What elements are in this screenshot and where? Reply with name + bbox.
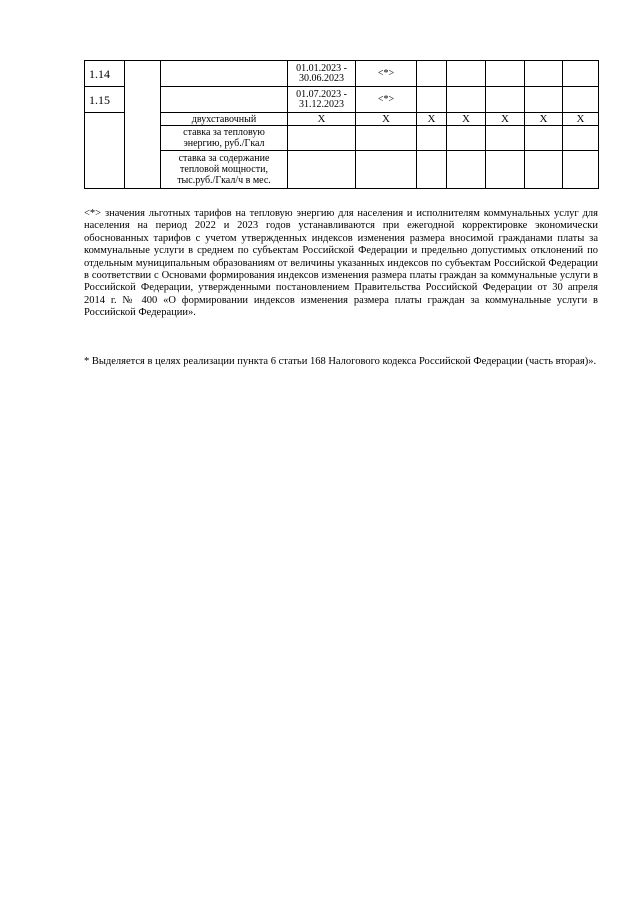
row-number: 1.14: [85, 61, 125, 87]
period-end: 30.06.2023: [299, 72, 344, 84]
table-row: [85, 61, 599, 87]
table-row: [85, 151, 599, 189]
period-start: 01.07.2023 -: [296, 88, 347, 100]
row-number: 1.15: [85, 87, 125, 113]
empty-cell: [161, 61, 288, 87]
empty-cell: [85, 113, 125, 189]
empty-cell: [447, 151, 486, 189]
period-cell: [288, 87, 356, 113]
empty-cell: [525, 87, 563, 113]
empty-cell: [486, 126, 525, 151]
capacity-rate-line: ставка за содержание: [178, 153, 270, 164]
empty-cell: [563, 151, 599, 189]
empty-cell: [563, 87, 599, 113]
empty-cell: [356, 151, 417, 189]
mark-cell: <*>: [356, 87, 417, 113]
energy-rate-line: энергию, руб./Гкал: [183, 138, 265, 149]
empty-cell: [447, 126, 486, 151]
empty-cell: [288, 126, 356, 151]
capacity-rate-line: тепловой мощности,: [180, 164, 268, 175]
x-mark: X: [447, 113, 486, 126]
empty-cell: [525, 126, 563, 151]
footnote-tax-code: [84, 356, 598, 368]
x-mark: X: [356, 113, 417, 126]
empty-cell: [417, 87, 447, 113]
empty-cell: [288, 151, 356, 189]
empty-cell: [486, 61, 525, 87]
empty-cell: [125, 61, 161, 189]
empty-cell: [486, 87, 525, 113]
energy-rate-line: ставка за тепловую: [183, 127, 265, 138]
energy-rate-label: [161, 126, 288, 151]
empty-cell: [525, 61, 563, 87]
x-mark: X: [563, 113, 599, 126]
empty-cell: [356, 126, 417, 151]
empty-cell: [563, 61, 599, 87]
table-row: [85, 87, 599, 113]
empty-cell: [447, 61, 486, 87]
empty-cell: [417, 151, 447, 189]
empty-cell: [161, 87, 288, 113]
empty-cell: [417, 126, 447, 151]
period-cell: [288, 61, 356, 87]
footnote-text: <*> значения льготных тарифов на тепловую энергию для населения и исполнителям коммунальных услуг для населения на период 2022 и 2023 годов устанавливаются при ежегодной корректировке экономически обоснованных тарифов с учетом утвержденных индексов изменения размера вносимой гражданами платы за коммунальные услуги в среднем по субъектам Российской Федерации и предельно допустимых отклонений по отдельным муниципальным образованиям от величины указанных индексов по субъектам Российской Федерации в соответствии с Основами формирования индексов изменения размера платы граждан за коммунальные услуги в Российской Федерации, утвержденными постановлением Правительства Российской Федерации от 30 апреля 2014 г. № 400 «О формировании индексов изменения размера платы граждан за коммунальные услуги в Российской Федерации».: [84, 208, 598, 319]
empty-cell: [486, 151, 525, 189]
mark-cell: <*>: [356, 61, 417, 87]
empty-cell: [525, 151, 563, 189]
tariff-table: [84, 60, 599, 189]
empty-cell: [417, 61, 447, 87]
capacity-rate-label: [161, 151, 288, 189]
empty-cell: [447, 87, 486, 113]
footnote-text: * Выделяется в целях реализации пункта 6 статьи 168 Налогового кодекса Российской Федерации (часть вторая)».: [84, 356, 597, 367]
x-mark: X: [417, 113, 447, 126]
x-mark: X: [525, 113, 563, 126]
x-mark: X: [486, 113, 525, 126]
capacity-rate-line: тыс.руб./Гкал/ч в мес.: [177, 175, 271, 186]
table-row: [85, 113, 599, 126]
empty-cell: [563, 126, 599, 151]
period-end: 31.12.2023: [299, 98, 344, 110]
x-mark: X: [288, 113, 356, 126]
table-row: [85, 126, 599, 151]
period-start: 01.01.2023 -: [296, 62, 347, 74]
two-part-label: двухставочный: [161, 113, 288, 126]
footnote-tariff-explanation: [84, 208, 598, 320]
